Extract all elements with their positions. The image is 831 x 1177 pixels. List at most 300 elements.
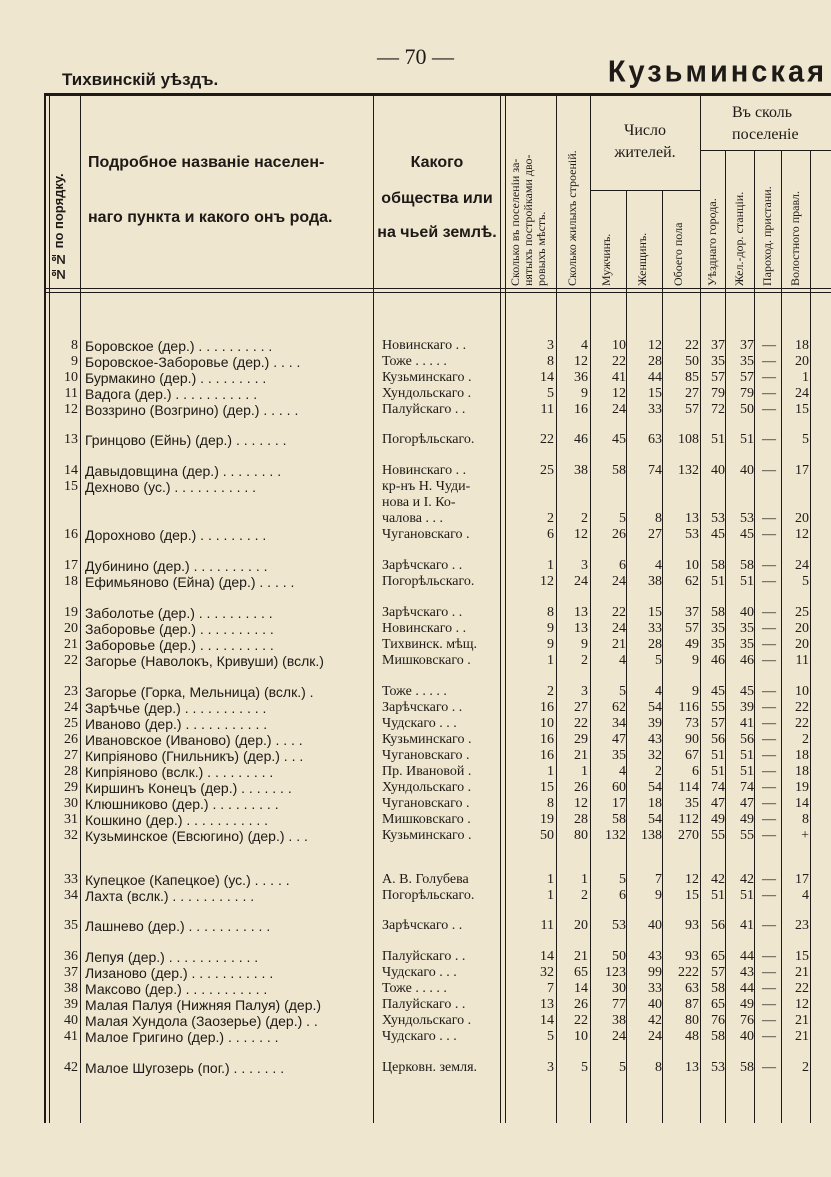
- table-row: [0, 574, 831, 590]
- dist-volost: 24: [795, 558, 809, 573]
- total-count: 80: [685, 1013, 699, 1028]
- dvory-count: 11: [540, 402, 554, 417]
- dist-volost: 5: [802, 574, 809, 589]
- dvory-count: 14: [540, 1013, 554, 1028]
- volost-title: Кузьминская: [607, 55, 827, 89]
- row-number: 20: [64, 621, 78, 636]
- dist-uezd-town: 46: [711, 653, 725, 668]
- settlement-name: Кипріяново (Гнильникъ) (дер.) . . .: [85, 748, 304, 764]
- dvory-count: 5: [547, 386, 554, 401]
- dist-rail: 39: [740, 700, 754, 715]
- settlement-name: Лизаново (дер.) . . . . . . . . . . .: [85, 965, 274, 981]
- female-count: 15: [648, 605, 662, 620]
- society-name: Хундольскаго .: [382, 386, 472, 401]
- row-number: 22: [64, 653, 78, 668]
- male-count: 58: [612, 812, 626, 827]
- stroeniy-count: 27: [574, 700, 588, 715]
- dist-uezd-town: 56: [711, 918, 725, 933]
- dist-volost: 20: [795, 637, 809, 652]
- dist-pier: —: [762, 828, 776, 843]
- society-name: Зарѣчскаго . .: [382, 918, 463, 933]
- dist-volost: 19: [795, 780, 809, 795]
- table-row: [0, 338, 831, 354]
- dist-rail: 57: [740, 370, 754, 385]
- male-count: 58: [612, 463, 626, 478]
- dvory-count: 14: [540, 949, 554, 964]
- total-count: 15: [685, 888, 699, 903]
- stroeniy-count: 65: [574, 965, 588, 980]
- dist-volost: 1: [802, 370, 809, 385]
- male-count: 21: [612, 637, 626, 652]
- dist-volost: 8: [802, 812, 809, 827]
- stroeniy-count: 9: [581, 386, 588, 401]
- settlement-name: Малая Палуя (Нижняя Палуя) (дер.): [85, 997, 322, 1013]
- row-number: 37: [64, 965, 78, 980]
- society-name: Палуйскаго . .: [382, 402, 466, 417]
- table-row: [0, 997, 831, 1013]
- dist-uezd-town: 57: [711, 370, 725, 385]
- dist-uezd-town: 42: [711, 872, 725, 887]
- dvory-count: 1: [547, 888, 554, 903]
- dist-rail: 51: [740, 764, 754, 779]
- society-name: Чугановскаго .: [382, 796, 470, 811]
- society-name: Кузьминскаго .: [382, 828, 472, 843]
- society-name: нова и І. Ко-: [382, 495, 456, 510]
- society-name: Палуйскаго . .: [382, 997, 466, 1012]
- female-count: 33: [648, 621, 662, 636]
- dist-uezd-town: 45: [711, 527, 725, 542]
- row-number: 23: [64, 684, 78, 699]
- society-name: Палуйскаго . .: [382, 949, 466, 964]
- settlement-name: Дубинино (дер.) . . . . . . . . . .: [85, 558, 268, 574]
- male-count: 53: [612, 918, 626, 933]
- header-col-uezd-town: Уѣзднаго города.: [705, 198, 719, 286]
- society-name: Чугановскаго .: [382, 748, 470, 763]
- male-count: 34: [612, 716, 626, 731]
- dist-rail: 35: [740, 637, 754, 652]
- dist-rail: 51: [740, 574, 754, 589]
- female-count: 32: [648, 748, 662, 763]
- dist-uezd-town: 51: [711, 574, 725, 589]
- female-count: 8: [655, 1060, 662, 1075]
- dvory-count: 12: [540, 574, 554, 589]
- dist-volost: 14: [795, 796, 809, 811]
- stroeniy-count: 12: [574, 527, 588, 542]
- dist-pier: —: [762, 812, 776, 827]
- dist-pier: —: [762, 621, 776, 636]
- male-count: 35: [612, 748, 626, 763]
- row-number: 29: [64, 780, 78, 795]
- total-count: 35: [685, 796, 699, 811]
- total-count: 93: [685, 918, 699, 933]
- settlement-name: Клюшниково (дер.) . . . . . . . . .: [85, 796, 279, 812]
- female-count: 18: [648, 796, 662, 811]
- row-number: 17: [64, 558, 78, 573]
- row-number: 19: [64, 605, 78, 620]
- table-row: [0, 918, 831, 934]
- row-number: 41: [64, 1029, 78, 1044]
- table-row: [0, 780, 831, 796]
- table-row: [0, 463, 831, 479]
- table-row: [0, 432, 831, 448]
- settlement-name: Зарѣчье (дер.) . . . . . . . . . . .: [85, 700, 267, 716]
- table-row: [0, 872, 831, 888]
- dist-volost: 4: [802, 888, 809, 903]
- male-count: 24: [612, 402, 626, 417]
- header-name-line1: Подробное названіе населен-: [88, 154, 325, 171]
- dist-volost: 15: [795, 402, 809, 417]
- row-number: 16: [64, 527, 78, 542]
- dist-pier: —: [762, 637, 776, 652]
- male-count: 5: [619, 511, 626, 526]
- total-count: 67: [685, 748, 699, 763]
- total-count: 48: [685, 1029, 699, 1044]
- row-number: 15: [64, 479, 78, 494]
- dist-rail: 47: [740, 796, 754, 811]
- table-row: [0, 965, 831, 981]
- settlement-name: Давыдовщина (дер.) . . . . . . . .: [85, 463, 282, 479]
- settlement-name: Боровское (дер.) . . . . . . . . . .: [85, 338, 273, 354]
- dist-uezd-town: 49: [711, 812, 725, 827]
- dist-pier: —: [762, 684, 776, 699]
- table-row: [0, 700, 831, 716]
- female-count: 8: [655, 511, 662, 526]
- dist-rail: 74: [740, 780, 754, 795]
- dist-uezd-town: 55: [711, 700, 725, 715]
- female-count: 38: [648, 574, 662, 589]
- total-count: 6: [692, 764, 699, 779]
- male-count: 26: [612, 527, 626, 542]
- female-count: 44: [648, 370, 662, 385]
- table-row: [0, 1013, 831, 1029]
- dist-pier: —: [762, 716, 776, 731]
- society-name: Хундольскаго .: [382, 780, 472, 795]
- dist-uezd-town: 53: [711, 1060, 725, 1075]
- settlement-name: Загорье (Горка, Мельница) (вслк.) .: [85, 684, 314, 700]
- society-name: Тоже . . . . .: [382, 684, 447, 699]
- society-name: Погорѣльскаго.: [382, 432, 475, 447]
- stroeniy-count: 26: [574, 997, 588, 1012]
- dist-volost: 18: [795, 764, 809, 779]
- society-name: А. В. Голубева: [382, 872, 469, 887]
- female-count: 54: [648, 700, 662, 715]
- dist-uezd-town: 58: [711, 558, 725, 573]
- stroeniy-count: 1: [581, 764, 588, 779]
- table-row: [0, 621, 831, 637]
- header-society-line1: Какого: [410, 154, 464, 171]
- dist-volost: 23: [795, 918, 809, 933]
- dist-pier: —: [762, 370, 776, 385]
- dist-pier: —: [762, 1029, 776, 1044]
- society-name: Чудскаго . . .: [382, 1029, 457, 1044]
- dvory-count: 15: [540, 780, 554, 795]
- female-count: 54: [648, 812, 662, 827]
- dist-pier: —: [762, 997, 776, 1012]
- male-count: 62: [612, 700, 626, 715]
- dvory-count: 1: [547, 764, 554, 779]
- society-name: Пр. Ивановой .: [382, 764, 472, 779]
- table-row: [0, 354, 831, 370]
- stroeniy-count: 21: [574, 949, 588, 964]
- total-count: 9: [692, 653, 699, 668]
- dvory-count: 13: [540, 997, 554, 1012]
- dist-volost: 20: [795, 621, 809, 636]
- stroeniy-count: 2: [581, 511, 588, 526]
- settlement-name: Кузьминское (Евсюгино) (дер.) . . .: [85, 828, 308, 844]
- dist-uezd-town: 35: [711, 621, 725, 636]
- total-count: 49: [685, 637, 699, 652]
- row-number: 27: [64, 748, 78, 763]
- dist-pier: —: [762, 1013, 776, 1028]
- stroeniy-count: 38: [574, 463, 588, 478]
- settlement-name: Иваново (дер.) . . . . . . . . . . .: [85, 716, 268, 732]
- society-name: Зарѣчскаго . .: [382, 558, 463, 573]
- row-number: 38: [64, 981, 78, 996]
- female-count: 138: [641, 828, 662, 843]
- header-group-population: Число жителей.: [614, 122, 676, 161]
- female-count: 15: [648, 386, 662, 401]
- female-count: 43: [648, 949, 662, 964]
- total-count: 222: [678, 965, 699, 980]
- female-count: 12: [648, 338, 662, 353]
- dist-volost: 12: [795, 527, 809, 542]
- dist-volost: 2: [802, 1060, 809, 1075]
- dvory-count: 32: [540, 965, 554, 980]
- table-row: [0, 1029, 831, 1045]
- dist-rail: 58: [740, 1060, 754, 1075]
- male-count: 22: [612, 354, 626, 369]
- distance-group-rule: [700, 150, 831, 151]
- male-count: 47: [612, 732, 626, 747]
- dist-pier: —: [762, 338, 776, 353]
- male-count: 41: [612, 370, 626, 385]
- dist-uezd-town: 65: [711, 949, 725, 964]
- society-name: Новинскаго . .: [382, 621, 467, 636]
- table-row: [0, 828, 831, 844]
- table-row: [0, 716, 831, 732]
- dist-pier: —: [762, 949, 776, 964]
- settlement-name: Заболотье (дер.) . . . . . . . . . .: [85, 605, 273, 621]
- dist-volost: 20: [795, 511, 809, 526]
- dvory-count: 19: [540, 812, 554, 827]
- table-row: [0, 949, 831, 965]
- society-name: Кузьминскаго .: [382, 370, 472, 385]
- male-count: 38: [612, 1013, 626, 1028]
- settlement-name: Заборовье (дер.) . . . . . . . . . .: [85, 637, 274, 653]
- dist-rail: 49: [740, 997, 754, 1012]
- dist-pier: —: [762, 354, 776, 369]
- settlement-name: Кошкино (дер.) . . . . . . . . . . .: [85, 812, 269, 828]
- dist-pier: —: [762, 700, 776, 715]
- dist-uezd-town: 56: [711, 732, 725, 747]
- dist-volost: 21: [795, 1029, 809, 1044]
- dvory-count: 16: [540, 700, 554, 715]
- row-number: 39: [64, 997, 78, 1012]
- dist-pier: —: [762, 748, 776, 763]
- dvory-count: 8: [547, 354, 554, 369]
- table-row: [0, 812, 831, 828]
- row-number: 21: [64, 637, 78, 652]
- row-number: 14: [64, 463, 78, 478]
- settlement-name: Бурмакино (дер.) . . . . . . . . .: [85, 370, 267, 386]
- header-group-distance: Въ сколь поселеніе: [732, 104, 799, 143]
- row-number: 18: [64, 574, 78, 589]
- total-count: 62: [685, 574, 699, 589]
- dist-rail: 45: [740, 527, 754, 542]
- table-row: [0, 732, 831, 748]
- total-count: 50: [685, 354, 699, 369]
- row-number: 36: [64, 949, 78, 964]
- dvory-count: 2: [547, 684, 554, 699]
- table-row: [0, 558, 831, 574]
- female-count: 24: [648, 1029, 662, 1044]
- male-count: 6: [619, 888, 626, 903]
- dist-pier: —: [762, 605, 776, 620]
- settlement-name: Ефимьяново (Ейна) (дер.) . . . . .: [85, 574, 295, 590]
- society-name: Чудскаго . . .: [382, 716, 457, 731]
- stroeniy-count: 2: [581, 653, 588, 668]
- table-row: [0, 981, 831, 997]
- header-col-volost: Волостного правл.: [788, 191, 802, 286]
- dist-uezd-town: 51: [711, 432, 725, 447]
- dist-rail: 42: [740, 872, 754, 887]
- male-count: 24: [612, 1029, 626, 1044]
- male-count: 17: [612, 796, 626, 811]
- dist-rail: 40: [740, 463, 754, 478]
- table-row: [0, 748, 831, 764]
- row-number: 35: [64, 918, 78, 933]
- table-row: [0, 684, 831, 700]
- stroeniy-count: 12: [574, 354, 588, 369]
- settlement-name: Воззрино (Возгрино) (дер.) . . . . .: [85, 402, 299, 418]
- uezd-title: Тихвинскій уѣздъ.: [62, 70, 219, 89]
- row-number: 28: [64, 764, 78, 779]
- dist-rail: 76: [740, 1013, 754, 1028]
- dist-pier: —: [762, 780, 776, 795]
- society-name: кр-нъ Н. Чуди-: [382, 479, 471, 494]
- dist-volost: 20: [795, 354, 809, 369]
- settlement-name: Боровское-Заборовье (дер.) . . . .: [85, 354, 301, 370]
- stroeniy-count: 46: [574, 432, 588, 447]
- stroeniy-count: 13: [574, 605, 588, 620]
- dist-volost: 18: [795, 338, 809, 353]
- table-row: [0, 888, 831, 904]
- header-col-total: Обоего пола: [671, 222, 685, 286]
- dist-uezd-town: 51: [711, 764, 725, 779]
- settlement-name: Лашнево (дер.) . . . . . . . . . . .: [85, 918, 271, 934]
- society-name: Церковн. земля.: [382, 1060, 478, 1075]
- society-name: Хундольскаго .: [382, 1013, 472, 1028]
- dvory-count: 25: [540, 463, 554, 478]
- settlement-name: Дехново (ус.) . . . . . . . . . . .: [85, 479, 257, 495]
- dist-rail: 43: [740, 965, 754, 980]
- total-count: 57: [685, 621, 699, 636]
- row-number: 32: [64, 828, 78, 843]
- male-count: 60: [612, 780, 626, 795]
- dvory-count: 10: [540, 716, 554, 731]
- dist-uezd-town: 79: [711, 386, 725, 401]
- stroeniy-count: 3: [581, 684, 588, 699]
- dist-rail: 35: [740, 621, 754, 636]
- row-number: 24: [64, 700, 78, 715]
- stroeniy-count: 13: [574, 621, 588, 636]
- header-society-line3: на чьей землѣ.: [377, 224, 497, 241]
- total-count: 93: [685, 949, 699, 964]
- dist-rail: 44: [740, 981, 754, 996]
- society-name: Новинскаго . .: [382, 463, 467, 478]
- stroeniy-count: 21: [574, 748, 588, 763]
- header-col-female: Женщинъ.: [635, 232, 649, 286]
- header-col-dvory: Сколько въ поселеніи за- нятыхъ постройками дво- ровыхъ мѣстъ.: [508, 154, 548, 286]
- male-count: 4: [619, 764, 626, 779]
- total-count: 116: [678, 700, 699, 715]
- dist-uezd-town: 37: [711, 338, 725, 353]
- stroeniy-count: 14: [574, 981, 588, 996]
- row-number: 10: [64, 370, 78, 385]
- table-row: [0, 370, 831, 386]
- female-count: 4: [655, 684, 662, 699]
- header-col-male: Мужчинъ.: [599, 233, 613, 286]
- dvory-count: 9: [547, 621, 554, 636]
- dist-uezd-town: 40: [711, 463, 725, 478]
- female-count: 39: [648, 716, 662, 731]
- male-count: 12: [612, 386, 626, 401]
- dvory-count: 8: [547, 796, 554, 811]
- dist-rail: 49: [740, 812, 754, 827]
- male-count: 5: [619, 1060, 626, 1075]
- settlement-name: Малое Григино (дер.) . . . . . . .: [85, 1029, 279, 1045]
- female-count: 42: [648, 1013, 662, 1028]
- settlement-name: Ивановское (Иваново) (дер.) . . . .: [85, 732, 303, 748]
- dist-rail: 50: [740, 402, 754, 417]
- row-number: 30: [64, 796, 78, 811]
- total-count: 270: [678, 828, 699, 843]
- dist-rail: 41: [740, 716, 754, 731]
- total-count: 12: [685, 872, 699, 887]
- total-count: 73: [685, 716, 699, 731]
- society-name: Погорѣльскаго.: [382, 888, 475, 903]
- male-count: 5: [619, 872, 626, 887]
- dvory-count: 16: [540, 732, 554, 747]
- dist-volost: 15: [795, 949, 809, 964]
- stroeniy-count: 4: [581, 338, 588, 353]
- dist-uezd-town: 45: [711, 684, 725, 699]
- dist-pier: —: [762, 888, 776, 903]
- dist-volost: 17: [795, 872, 809, 887]
- page-number: — 70 —: [377, 44, 454, 69]
- society-name: Чугановскаго .: [382, 527, 470, 542]
- stroeniy-count: 24: [574, 574, 588, 589]
- header-col-stroeniy: Сколько жилыхъ строеній.: [565, 150, 579, 286]
- female-count: 40: [648, 997, 662, 1012]
- dist-uezd-town: 58: [711, 981, 725, 996]
- society-name: Тоже . . . . .: [382, 354, 447, 369]
- dvory-count: 1: [547, 653, 554, 668]
- settlement-name: Киршинъ Конецъ (дер.) . . . . . . .: [85, 780, 292, 796]
- dist-uezd-town: 53: [711, 511, 725, 526]
- dist-rail: 51: [740, 432, 754, 447]
- female-count: 4: [655, 558, 662, 573]
- dvory-count: 22: [540, 432, 554, 447]
- dvory-count: 3: [547, 1060, 554, 1075]
- table-row: [0, 402, 831, 418]
- total-count: 85: [685, 370, 699, 385]
- dist-volost: 17: [795, 463, 809, 478]
- male-count: 22: [612, 605, 626, 620]
- female-count: 74: [648, 463, 662, 478]
- female-count: 5: [655, 653, 662, 668]
- female-count: 40: [648, 918, 662, 933]
